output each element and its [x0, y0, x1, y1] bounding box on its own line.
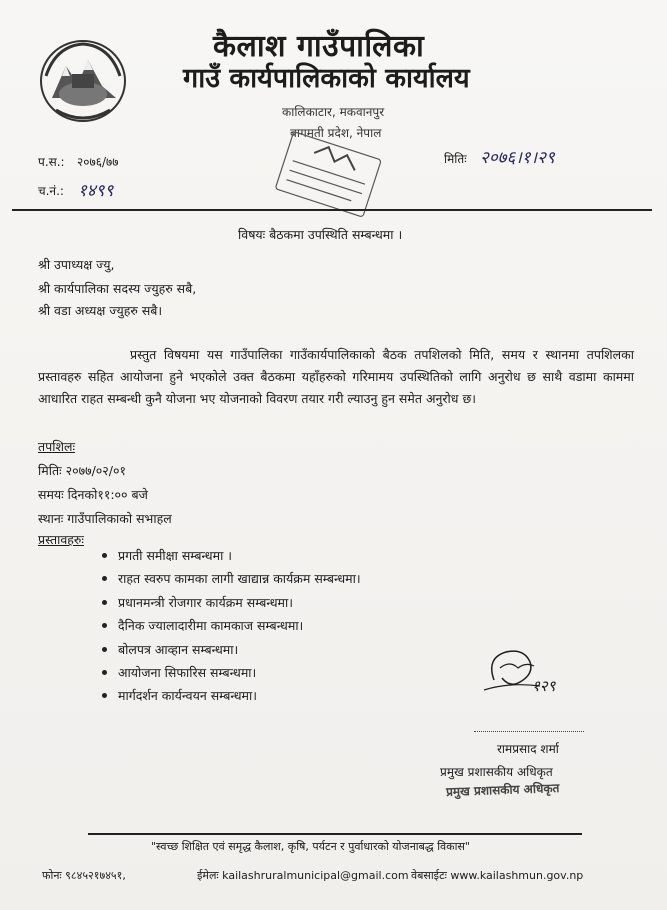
designation-stamp: प्रमुख प्रशासकीय अधिकृत: [445, 781, 560, 799]
bullet-icon: [102, 647, 107, 652]
letter-body: [38, 344, 634, 410]
signature-line: [474, 731, 584, 732]
footer-slogan: "स्वच्छ शिक्षित एवं समृद्ध कैलाश, कृषि, पर्यटन र पुर्वाधारको योजनाबद्ध विकास": [151, 840, 470, 853]
schedule-heading: तपशिलः: [38, 439, 75, 454]
subject-line: विषयः बैठकमा उपस्थिति सम्बन्धमा ।: [238, 227, 403, 242]
recipient-1: श्री उपाध्यक्ष ज्यु,: [38, 257, 115, 272]
footer-divider: [88, 833, 582, 835]
bullet-icon: [102, 623, 107, 628]
address-line-2: बागमती प्रदेश, नेपाल: [290, 126, 382, 140]
agenda-item: दैनिक ज्यालादारीमा कामकाज सम्बन्धमा।: [100, 614, 361, 637]
header-divider: [12, 209, 652, 211]
bullet-icon: [102, 600, 107, 605]
agenda-heading: प्रस्तावहरुः: [38, 532, 84, 547]
schedule-place: स्थानः गाउँपालिकाको सभाहल: [38, 511, 172, 526]
agenda-item: मार्गदर्शन कार्यन्वयन सम्बन्धमा।: [100, 684, 361, 707]
address-line-1: कालिकाटार, मकवानपुर: [282, 105, 385, 119]
schedule-time: समयः दिनको११:०० बजे: [38, 487, 148, 502]
bullet-icon: [102, 670, 107, 675]
signatory-name: रामप्रसाद शर्मा: [497, 742, 559, 756]
ref-number-label: प.स.:: [38, 155, 65, 169]
ref-number: २०७६/७७: [77, 155, 119, 169]
agenda-item: प्रगती समीक्षा सम्बन्धमा ।: [100, 544, 361, 567]
signatory-designation: प्रमुख प्रशासकीय अधिकृत: [440, 765, 553, 779]
agenda-item: आयोजना सिफारिस सम्बन्धमा।: [100, 661, 361, 684]
dispatch-number-label: च.नं.:: [38, 184, 64, 198]
footer-email: ईमेलः kailashruralmunicipal@gmail.com: [197, 869, 409, 882]
footer-phone: फोनः ९८४५२१७४५१,: [42, 869, 126, 882]
agenda-item: बोलपत्र आव्हान सम्बन्धमा।: [100, 638, 361, 661]
signature-number: १२९: [532, 677, 556, 695]
recipient-3: श्री वडा अध्यक्ष ज्युहरु सबै।: [38, 303, 163, 318]
government-emblem: [36, 36, 131, 126]
agenda-item: राहत स्वरुप कामका लागी खाद्यान्न कार्यक्रम सम्बन्धमा।: [100, 567, 361, 590]
letter-body-text: प्रस्तुत विषयमा यस गाउँपालिका गाउँकार्यपालिकाको बैठक तपशिलको मिति, समय र स्थानमा तपशिलका प्रस्तावहरु सहित आयोजना हुने भएकोले उक्त बैठकमा यहाँहरुको गरिमामय उपस्थितिको लागि अनुरोध छ साथै वडामा काममा आधारित राहत सम्बन्धी कुनै योजना भए योजनाको विवरण तयार गरी ल्याउनु हुन समेत अनुरोध छ।: [38, 347, 634, 406]
bullet-icon: [102, 553, 107, 558]
office-name: कैलाश गाउँपालिका: [213, 29, 425, 64]
agenda-item: प्रधानमन्त्री रोजगार कार्यक्रम सम्बन्धमा।: [100, 591, 361, 614]
bullet-icon: [102, 693, 107, 698]
office-subtitle: गाउँ कार्यपालिकाको कार्यालय: [183, 63, 470, 94]
agenda-list: [100, 544, 361, 708]
schedule-date: मितिः २०७७/०२/०१: [38, 463, 126, 478]
date-value: २०७६।१।२९: [480, 148, 555, 168]
handwritten-signature: [480, 638, 585, 710]
bullet-icon: [102, 576, 107, 581]
dispatch-number: १४९९: [78, 181, 114, 201]
recipient-2: श्री कार्यपालिका सदस्य ज्युहरु सबै,: [38, 281, 197, 296]
date-label: मितिः: [444, 152, 467, 166]
footer-website: वेबसाईटः www.kailashmun.gov.np: [411, 869, 584, 882]
